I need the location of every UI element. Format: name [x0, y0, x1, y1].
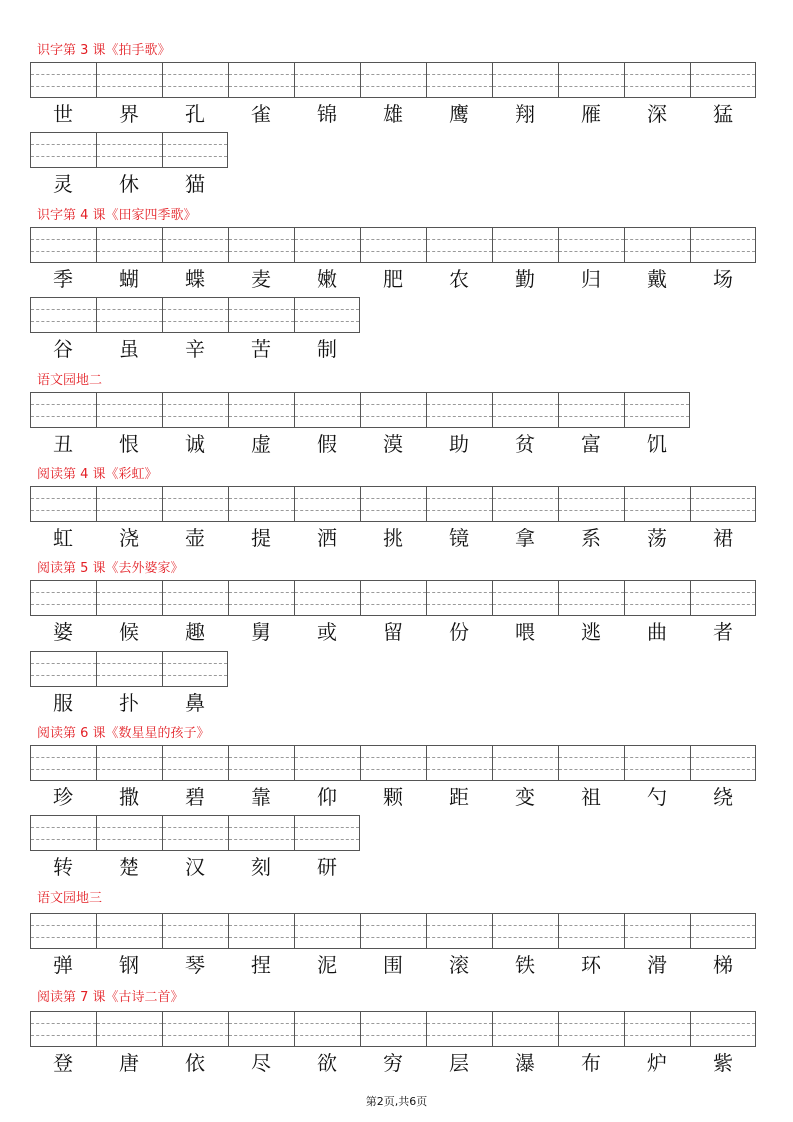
- character: 孔: [185, 102, 205, 126]
- writing-grid-row: [30, 227, 756, 263]
- character: 舅: [251, 620, 271, 644]
- section-title: 阅读第 5 课《去外婆家》: [37, 561, 184, 576]
- character: 服: [53, 691, 73, 715]
- writing-box[interactable]: [162, 62, 228, 98]
- writing-box[interactable]: [558, 1011, 624, 1047]
- writing-box[interactable]: [228, 392, 294, 428]
- section-title: 阅读第 4 课《彩虹》: [37, 467, 158, 482]
- character: 休: [119, 172, 139, 196]
- character: 勤: [515, 267, 535, 291]
- writing-box[interactable]: [162, 227, 228, 263]
- character: 富: [581, 432, 601, 456]
- writing-grid-row: [30, 132, 228, 168]
- character: 者: [713, 620, 733, 644]
- character: 颗: [383, 785, 403, 809]
- character: 唐: [119, 1051, 139, 1075]
- character: 谷: [53, 337, 73, 361]
- writing-box[interactable]: [162, 913, 228, 949]
- writing-box[interactable]: [228, 815, 294, 851]
- writing-box[interactable]: [162, 132, 228, 168]
- character: 紫: [713, 1051, 733, 1075]
- character-row: [30, 688, 228, 718]
- writing-grid-row: [30, 651, 228, 687]
- writing-box[interactable]: [162, 651, 228, 687]
- character: 布: [581, 1051, 601, 1075]
- writing-box[interactable]: [30, 651, 96, 687]
- character: 依: [185, 1051, 205, 1075]
- character: 饥: [647, 432, 667, 456]
- character: 镜: [449, 526, 469, 550]
- writing-box[interactable]: [294, 62, 360, 98]
- writing-box[interactable]: [624, 913, 690, 949]
- writing-box[interactable]: [426, 62, 492, 98]
- character: 戴: [647, 267, 667, 291]
- character: 猫: [185, 172, 205, 196]
- writing-box[interactable]: [492, 62, 558, 98]
- character: 深: [647, 102, 667, 126]
- writing-box[interactable]: [96, 651, 162, 687]
- character: 贫: [515, 432, 535, 456]
- writing-box[interactable]: [294, 815, 360, 851]
- character-row: [30, 334, 360, 364]
- character: 刻: [251, 855, 271, 879]
- writing-box[interactable]: [30, 227, 96, 263]
- writing-box[interactable]: [162, 745, 228, 781]
- writing-box[interactable]: [492, 1011, 558, 1047]
- section-title: 识字第 3 课《拍手歌》: [37, 43, 171, 58]
- writing-box[interactable]: [228, 580, 294, 616]
- character: 农: [449, 267, 469, 291]
- character: 漠: [383, 432, 403, 456]
- character: 世: [53, 102, 73, 126]
- writing-grid-row: [30, 745, 756, 781]
- character-row: [30, 429, 690, 459]
- writing-box[interactable]: [96, 1011, 162, 1047]
- character: 灵: [53, 172, 73, 196]
- writing-box[interactable]: [96, 486, 162, 522]
- writing-box[interactable]: [690, 580, 756, 616]
- character: 份: [449, 620, 469, 644]
- writing-box[interactable]: [96, 132, 162, 168]
- writing-box[interactable]: [624, 62, 690, 98]
- writing-box[interactable]: [360, 580, 426, 616]
- character: 嫩: [317, 267, 337, 291]
- character: 珍: [53, 785, 73, 809]
- writing-box[interactable]: [426, 486, 492, 522]
- character: 场: [713, 267, 733, 291]
- writing-box[interactable]: [96, 62, 162, 98]
- character: 泥: [317, 953, 337, 977]
- character: 喂: [515, 620, 535, 644]
- writing-box[interactable]: [492, 913, 558, 949]
- writing-box[interactable]: [228, 745, 294, 781]
- writing-grid-row: [30, 297, 360, 333]
- character: 助: [449, 432, 469, 456]
- writing-grid-row: [30, 815, 360, 851]
- character: 绕: [713, 785, 733, 809]
- writing-box[interactable]: [492, 392, 558, 428]
- writing-box[interactable]: [294, 392, 360, 428]
- character: 撒: [119, 785, 139, 809]
- writing-box[interactable]: [558, 913, 624, 949]
- writing-box[interactable]: [624, 1011, 690, 1047]
- writing-box[interactable]: [360, 1011, 426, 1047]
- character: 扑: [119, 691, 139, 715]
- writing-box[interactable]: [690, 227, 756, 263]
- writing-box[interactable]: [162, 815, 228, 851]
- section-title: 语文园地三: [37, 891, 103, 906]
- character: 苦: [251, 337, 271, 361]
- character: 靠: [251, 785, 271, 809]
- writing-box[interactable]: [558, 62, 624, 98]
- writing-grid-row: [30, 1011, 756, 1047]
- character: 转: [53, 855, 73, 879]
- writing-box[interactable]: [690, 486, 756, 522]
- character: 鼻: [185, 691, 205, 715]
- writing-box[interactable]: [360, 486, 426, 522]
- character: 雀: [251, 102, 271, 126]
- character: 归: [581, 267, 601, 291]
- writing-box[interactable]: [96, 227, 162, 263]
- writing-box[interactable]: [690, 745, 756, 781]
- writing-grid-row: [30, 913, 756, 949]
- character: 瀑: [515, 1051, 535, 1075]
- writing-box[interactable]: [624, 392, 690, 428]
- writing-box[interactable]: [30, 1011, 96, 1047]
- writing-box[interactable]: [360, 227, 426, 263]
- writing-box[interactable]: [294, 745, 360, 781]
- writing-box[interactable]: [30, 913, 96, 949]
- writing-box[interactable]: [426, 227, 492, 263]
- character: 虹: [53, 526, 73, 550]
- writing-box[interactable]: [228, 1011, 294, 1047]
- writing-box[interactable]: [96, 815, 162, 851]
- character: 候: [119, 620, 139, 644]
- section-title: 识字第 4 课《田家四季歌》: [37, 208, 197, 223]
- writing-box[interactable]: [30, 132, 96, 168]
- character: 提: [251, 526, 271, 550]
- writing-box[interactable]: [558, 227, 624, 263]
- character: 鹰: [449, 102, 469, 126]
- character: 梯: [713, 953, 733, 977]
- writing-box[interactable]: [360, 913, 426, 949]
- writing-box[interactable]: [558, 745, 624, 781]
- character: 麦: [251, 267, 271, 291]
- character: 祖: [581, 785, 601, 809]
- writing-box[interactable]: [360, 745, 426, 781]
- writing-box[interactable]: [492, 580, 558, 616]
- writing-box[interactable]: [690, 1011, 756, 1047]
- writing-box[interactable]: [426, 745, 492, 781]
- character: 逃: [581, 620, 601, 644]
- writing-grid-row: [30, 392, 690, 428]
- character: 制: [317, 337, 337, 361]
- character: 距: [449, 785, 469, 809]
- character: 挑: [383, 526, 403, 550]
- character: 研: [317, 855, 337, 879]
- writing-box[interactable]: [96, 580, 162, 616]
- writing-box[interactable]: [162, 580, 228, 616]
- character: 勺: [647, 785, 667, 809]
- writing-box[interactable]: [624, 745, 690, 781]
- character: 弹: [53, 953, 73, 977]
- character: 拿: [515, 526, 535, 550]
- character: 铁: [515, 953, 535, 977]
- character: 翔: [515, 102, 535, 126]
- character-row: [30, 617, 756, 647]
- character-row: [30, 950, 756, 980]
- character: 猛: [713, 102, 733, 126]
- character-row: [30, 523, 756, 553]
- character: 汉: [185, 855, 205, 879]
- character: 雁: [581, 102, 601, 126]
- character: 荡: [647, 526, 667, 550]
- writing-box[interactable]: [30, 297, 96, 333]
- writing-box[interactable]: [426, 913, 492, 949]
- writing-box[interactable]: [294, 913, 360, 949]
- character: 尽: [251, 1051, 271, 1075]
- writing-grid-row: [30, 62, 756, 98]
- writing-box[interactable]: [294, 227, 360, 263]
- character-row: [30, 782, 756, 812]
- character-row: [30, 1048, 756, 1078]
- writing-box[interactable]: [228, 913, 294, 949]
- writing-box[interactable]: [162, 486, 228, 522]
- writing-box[interactable]: [96, 392, 162, 428]
- writing-box[interactable]: [162, 1011, 228, 1047]
- character: 登: [53, 1051, 73, 1075]
- writing-box[interactable]: [228, 486, 294, 522]
- writing-box[interactable]: [492, 486, 558, 522]
- character: 恨: [119, 432, 139, 456]
- character-row: [30, 264, 756, 294]
- character: 洒: [317, 526, 337, 550]
- character: 滑: [647, 953, 667, 977]
- writing-box[interactable]: [228, 297, 294, 333]
- writing-box[interactable]: [294, 1011, 360, 1047]
- character: 环: [581, 953, 601, 977]
- character: 碧: [185, 785, 205, 809]
- section-title: 语文园地二: [37, 373, 103, 388]
- writing-box[interactable]: [426, 392, 492, 428]
- writing-box[interactable]: [30, 745, 96, 781]
- writing-box[interactable]: [96, 297, 162, 333]
- writing-box[interactable]: [426, 580, 492, 616]
- writing-box[interactable]: [492, 745, 558, 781]
- writing-box[interactable]: [294, 580, 360, 616]
- character: 曲: [647, 620, 667, 644]
- writing-box[interactable]: [228, 62, 294, 98]
- writing-box[interactable]: [558, 392, 624, 428]
- writing-box[interactable]: [624, 580, 690, 616]
- character: 裙: [713, 526, 733, 550]
- character: 留: [383, 620, 403, 644]
- character: 炉: [647, 1051, 667, 1075]
- character: 趣: [185, 620, 205, 644]
- writing-box[interactable]: [162, 392, 228, 428]
- character: 蝴: [119, 267, 139, 291]
- writing-box[interactable]: [96, 913, 162, 949]
- character-row: [30, 99, 756, 129]
- writing-box[interactable]: [360, 62, 426, 98]
- page-footer: 第2页,共6页: [365, 1095, 428, 1108]
- character: 辛: [185, 337, 205, 361]
- character: 季: [53, 267, 73, 291]
- section-title: 阅读第 7 课《古诗二首》: [37, 990, 184, 1005]
- writing-box[interactable]: [294, 297, 360, 333]
- character: 穷: [383, 1051, 403, 1075]
- character: 诚: [185, 432, 205, 456]
- character: 蝶: [185, 267, 205, 291]
- writing-box[interactable]: [624, 227, 690, 263]
- character: 壶: [185, 526, 205, 550]
- character: 围: [383, 953, 403, 977]
- writing-box[interactable]: [30, 62, 96, 98]
- character: 雄: [383, 102, 403, 126]
- character: 楚: [119, 855, 139, 879]
- character: 欲: [317, 1051, 337, 1075]
- writing-box[interactable]: [624, 486, 690, 522]
- writing-box[interactable]: [690, 62, 756, 98]
- writing-box[interactable]: [30, 580, 96, 616]
- writing-grid-row: [30, 486, 756, 522]
- character: 捏: [251, 953, 271, 977]
- character: 滚: [449, 953, 469, 977]
- writing-box[interactable]: [492, 227, 558, 263]
- writing-box[interactable]: [558, 580, 624, 616]
- character: 肥: [383, 267, 403, 291]
- writing-box[interactable]: [96, 745, 162, 781]
- character: 婆: [53, 620, 73, 644]
- character: 虽: [119, 337, 139, 361]
- character: 锦: [317, 102, 337, 126]
- character: 系: [581, 526, 601, 550]
- character: 界: [119, 102, 139, 126]
- writing-box[interactable]: [228, 227, 294, 263]
- section-title: 阅读第 6 课《数星星的孩子》: [37, 726, 210, 741]
- character-row: [30, 852, 360, 882]
- writing-box[interactable]: [558, 486, 624, 522]
- writing-box[interactable]: [30, 815, 96, 851]
- character-row: [30, 169, 228, 199]
- writing-box[interactable]: [30, 392, 96, 428]
- writing-box[interactable]: [294, 486, 360, 522]
- character: 层: [449, 1051, 469, 1075]
- writing-box[interactable]: [426, 1011, 492, 1047]
- writing-box[interactable]: [360, 392, 426, 428]
- character: 变: [515, 785, 535, 809]
- character: 浇: [119, 526, 139, 550]
- character: 或: [317, 620, 337, 644]
- character: 钢: [119, 953, 139, 977]
- writing-box[interactable]: [30, 486, 96, 522]
- character: 琴: [185, 953, 205, 977]
- writing-box[interactable]: [162, 297, 228, 333]
- character: 丑: [53, 432, 73, 456]
- writing-grid-row: [30, 580, 756, 616]
- character: 虚: [251, 432, 271, 456]
- character: 仰: [317, 785, 337, 809]
- character: 假: [317, 432, 337, 456]
- writing-box[interactable]: [690, 913, 756, 949]
